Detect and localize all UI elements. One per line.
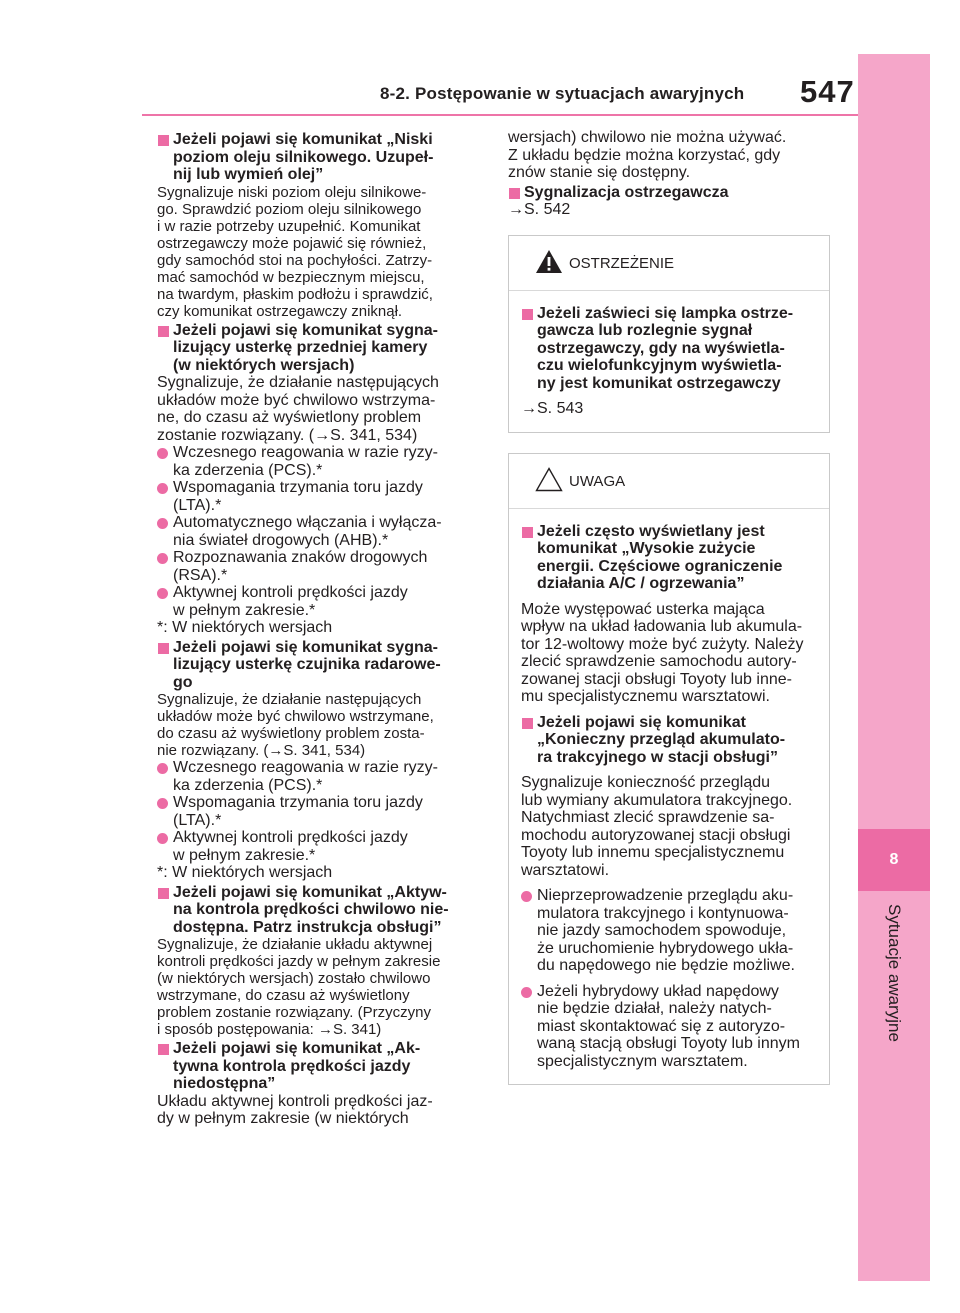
text-line: kontroli prędkości jazdy w pełnym zakresie xyxy=(157,953,441,970)
notice-heading-energy xyxy=(521,523,819,593)
list-item xyxy=(521,887,819,975)
text-line: na twardym, płaskim podłożu i sprawdzić, xyxy=(157,285,433,303)
text-line: specjalistycznym warsztatem. xyxy=(537,1052,748,1070)
right-column xyxy=(508,129,830,1085)
text-line: warsztatowi. xyxy=(521,861,610,879)
heading-line: nij lub wymień olej” xyxy=(173,166,324,183)
text-line: nie będzie działał, należy natych- xyxy=(537,1000,772,1017)
warning-box xyxy=(508,235,830,433)
text-line: zowanej stacji obsługi Toyoty lub inne- xyxy=(521,670,792,688)
text-line: miast skontaktować się z autoryzo- xyxy=(537,1017,786,1035)
text-line: (w niektórych wersjach) zostało chwilowo xyxy=(157,970,431,987)
warning-heading xyxy=(521,305,819,393)
heading-line: lizujący usterkę przedniej kamery xyxy=(173,339,428,356)
heading-line: czu wielofunkcyjnym wyświetla- xyxy=(537,357,782,374)
section-heading-front-camera xyxy=(157,322,477,375)
page-reference: →S. 543 xyxy=(521,400,584,417)
heading-line: tywna kontrola prędkości jazdy xyxy=(173,1057,411,1075)
section-heading-radar xyxy=(157,639,477,692)
notice-box-title: UWAGA xyxy=(569,472,626,490)
heading-line: gawcza lub rozlegnie sygnał xyxy=(537,322,753,339)
text-line: i sposób postępowania: →S. 341) xyxy=(157,1021,382,1038)
text-line: du napędowego nie będzie możliwe. xyxy=(537,957,795,974)
heading-line: (w niektórych wersjach) xyxy=(173,356,355,374)
heading-line: go xyxy=(173,673,193,691)
text-line: Z układu będzie można korzystać, gdy xyxy=(508,146,781,164)
header-rule xyxy=(142,114,858,116)
text-line: mu specjalistycznemu warsztatowi. xyxy=(521,688,770,705)
text-line: układów może być chwilowo wstrzymane, xyxy=(157,708,434,725)
heading-line: Jeżeli pojawi się komunikat „Niski xyxy=(173,131,433,148)
text-line: mulatora trakcyjnego i kontynuowa- xyxy=(537,904,789,922)
section-heading-cruise-temp xyxy=(157,884,477,937)
text-line: go. Sprawdzić poziom oleju silnikowego xyxy=(157,200,422,218)
paragraph-cruise-temp xyxy=(157,936,477,1038)
text-line: ostrzegawczy może pojawić się również, xyxy=(157,234,427,252)
heading-line: Jeżeli pojawi się komunikat sygna- xyxy=(173,638,438,656)
list-item xyxy=(521,983,819,1071)
notice-box xyxy=(508,453,830,1086)
warning-box-header xyxy=(509,236,829,291)
warning-triangle-icon xyxy=(535,249,563,274)
heading-line: ny jest komunikat ostrzegawczy xyxy=(537,374,781,392)
text-line: wstrzymane, do czasu aż wyświetlony xyxy=(157,987,410,1004)
text-line: Nieprzeprowadzenie przeglądu aku- xyxy=(537,887,794,904)
text-line: zlecić sprawdzenie samochodu autory- xyxy=(521,653,797,670)
text-line: Sygnalizuje, że działanie następujących xyxy=(157,691,422,708)
heading-line: dostępna. Patrz instrukcja obsługi” xyxy=(173,918,442,936)
text-line: problem zostanie rozwiązany. (Przyczyny xyxy=(157,1004,431,1021)
text-line: (RSA).* xyxy=(173,566,228,584)
text-line: Wczesnego reagowania w razie ryzy- xyxy=(173,444,438,461)
text-line: w pełnym zakresie.* xyxy=(173,846,316,864)
text-line: nie rozwiązany. (→S. 341, 534) xyxy=(157,742,366,759)
heading-line: Jeżeli pojawi się komunikat „Ak- xyxy=(173,1040,421,1057)
text-line: Układu aktywnej kontroli prędkości jaz- xyxy=(157,1092,433,1110)
text-line: ka zderzenia (PCS).* xyxy=(173,461,323,479)
text-line: waną stacją obsługi Toyoty lub innym xyxy=(537,1035,800,1052)
text-line: ka zderzenia (PCS).* xyxy=(173,776,323,794)
text-line: Wczesnego reagowania w razie ryzy- xyxy=(173,759,438,776)
text-line: Natychmiast zlecić sprawdzenie sa- xyxy=(521,809,775,826)
heading-line: na kontrola prędkości chwilowo nie- xyxy=(173,901,449,918)
heading-line: Jeżeli często wyświetlany jest xyxy=(537,522,765,540)
list-item xyxy=(157,549,477,584)
heading-line: „Konieczny przegląd akumulato- xyxy=(537,731,786,748)
heading-line: Jeżeli pojawi się komunikat „Aktyw- xyxy=(173,883,447,901)
list-item xyxy=(157,829,477,864)
caution-triangle-outline-icon xyxy=(535,467,563,492)
text-line: Automatycznego włączania i wyłącza- xyxy=(173,514,442,531)
heading-line: ra trakcyjnego w stacji obsługi” xyxy=(537,748,778,766)
paragraph-energy xyxy=(521,601,819,706)
text-line: że uruchomienie hybrydowego ukła- xyxy=(537,939,794,957)
text-line: (LTA).* xyxy=(173,496,222,514)
list-item xyxy=(157,584,477,619)
text-line: Sygnalizuje, że działanie następujących xyxy=(157,374,439,391)
text-line: wpływ na układ ładowania lub akumula- xyxy=(521,618,803,635)
text-line: układów może być chwilowo wstrzyma- xyxy=(157,391,436,409)
section-heading-cruise-unavailable xyxy=(157,1040,477,1093)
warning-box-body xyxy=(509,291,829,418)
heading-line: działania A/C / ogrzewania” xyxy=(537,575,745,592)
text-line: Toyoty lub innemu specjalistycznemu xyxy=(521,844,785,861)
heading-line: niedostępna” xyxy=(173,1075,276,1092)
chapter-label: Sytuacje awaryjne xyxy=(885,904,904,1042)
page-reference: →S. 542 xyxy=(508,201,571,218)
paragraph-radar xyxy=(157,691,477,759)
text-line: Jeżeli hybrydowy układ napędowy xyxy=(537,982,779,1000)
list-item xyxy=(157,479,477,514)
notice-box-body xyxy=(509,509,829,1071)
chapter-side-tab xyxy=(858,54,930,1281)
heading-line: lizujący usterkę czujnika radarowe- xyxy=(173,656,441,673)
text-line: do czasu aż wyświetlony problem zosta- xyxy=(157,725,425,742)
heading-line: komunikat „Wysokie zużycie xyxy=(537,540,756,557)
list-item xyxy=(157,444,477,479)
text-line: mać samochód w bezpiecznym miejscu, xyxy=(157,268,425,286)
text-line: nie jazdy samochodem spowoduje, xyxy=(537,922,787,939)
list-item xyxy=(157,794,477,829)
heading-line: poziom oleju silnikowego. Uzupeł- xyxy=(173,148,434,166)
paragraph-cruise-unavailable xyxy=(157,1093,477,1128)
left-column xyxy=(157,129,477,1128)
chapter-number: 8 xyxy=(858,829,930,891)
text-line: czy komunikat ostrzegawczy zniknął. xyxy=(157,302,403,320)
heading-line: ostrzegawczy, gdy na wyświetla- xyxy=(537,339,785,357)
text-line: ne, do czasu aż wyświetlony problem xyxy=(157,409,422,426)
text-line: zostanie rozwiązany. (→S. 341, 534) xyxy=(157,426,418,444)
text-line: lub wymiany akumulatora trakcyjnego. xyxy=(521,791,793,809)
paragraph-front-camera xyxy=(157,374,477,444)
text-line: Sygnalizuje konieczność przeglądu xyxy=(521,774,771,791)
text-line: wersjach) chwilowo nie można używać. xyxy=(508,129,787,146)
text-line: Wspomagania trzymania toru jazdy xyxy=(173,794,423,811)
text-line: znów stanie się dostępny. xyxy=(508,164,691,181)
section-heading-oil xyxy=(157,131,477,184)
paragraph-continuation xyxy=(508,129,830,182)
paragraph-battery xyxy=(521,774,819,879)
text-line: (LTA).* xyxy=(173,811,222,829)
list-item xyxy=(157,514,477,549)
text-line: dy w pełnym zakresie (w niektórych xyxy=(157,1110,409,1127)
text-line: Sygnalizuje, że działanie układu aktywnej xyxy=(157,936,433,953)
heading-line: Jeżeli pojawi się komunikat xyxy=(537,713,746,731)
heading-line: Jeżeli zaświeci się lampka ostrze- xyxy=(537,304,794,322)
text-line: nia świateł drogowych (AHB).* xyxy=(173,531,389,549)
list-item xyxy=(157,759,477,794)
notice-box-header xyxy=(509,454,829,509)
text-line: mochodu autoryzowanej stacji obsługi xyxy=(521,826,791,844)
heading-line: energii. Częściowe ograniczenie xyxy=(537,557,783,575)
warning-box-title: OSTRZEŻENIE xyxy=(569,254,675,272)
section-heading-warning-signal xyxy=(508,184,830,202)
text-line: Rozpoznawania znaków drogowych xyxy=(173,549,428,566)
text-line: w pełnym zakresie.* xyxy=(173,601,316,619)
notice-heading-battery xyxy=(521,714,819,767)
page-number: 547 xyxy=(800,74,855,109)
footnote: *: W niektórych wersjach xyxy=(157,864,333,881)
text-line: Wspomagania trzymania toru jazdy xyxy=(173,479,423,496)
text-line: Może występować usterka mająca xyxy=(521,600,765,618)
paragraph-oil xyxy=(157,184,477,320)
text-line: Aktywnej kontroli prędkości jazdy xyxy=(173,829,408,846)
section-title: 8-2. Postępowanie w sytuacjach awaryjnych xyxy=(380,84,745,103)
heading-line: Sygnalizacja ostrzegawcza xyxy=(524,183,729,201)
text-line: i w razie potrzeby uzupełnić. Komunikat xyxy=(157,217,421,235)
text-line: Aktywnej kontroli prędkości jazdy xyxy=(173,584,408,601)
footnote: *: W niektórych wersjach xyxy=(157,619,333,636)
text-line: Sygnalizuje niski poziom oleju silnikowe- xyxy=(157,183,427,201)
text-line: tor 12-woltowy może być zużyty. Należy xyxy=(521,635,804,653)
heading-line: Jeżeli pojawi się komunikat sygna- xyxy=(173,321,438,339)
text-line: gdy samochód stoi na pochyłości. Zatrzy- xyxy=(157,251,433,269)
